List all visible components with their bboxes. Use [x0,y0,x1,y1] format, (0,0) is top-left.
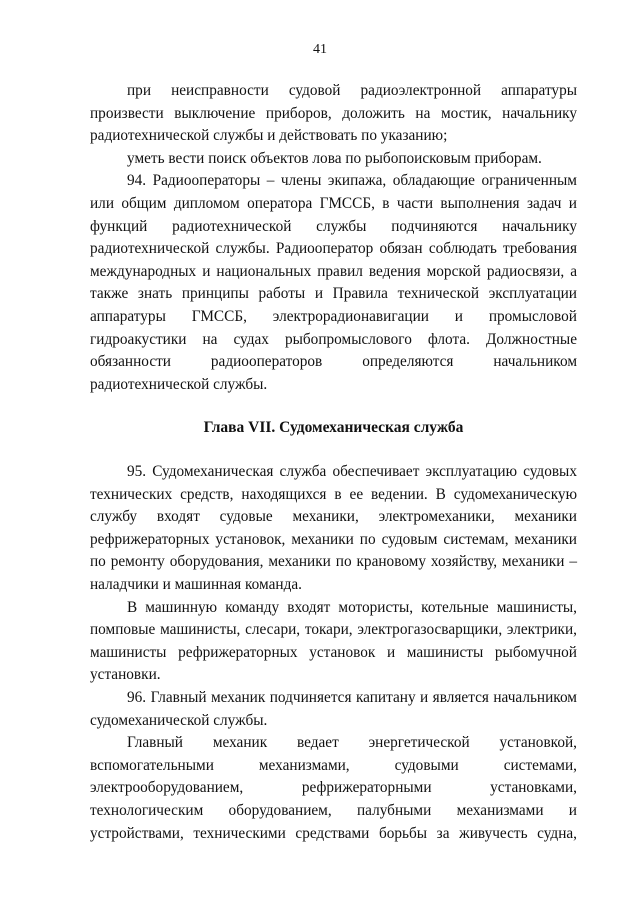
paragraph-engine-crew: В машинную команду входят мотористы, котельные машинисты, помповые машинисты, слесари, токари, электрогазосварщики, электрики, машинисты рефрижераторных установок и машинисты рыбомучной установки. [90,598,577,684]
paragraph-95-engineering-service: 95. Судомеханическая служба обеспечивает эксплуатацию судовых технических средств, находящихся в ее ведении. В судомеханическую службу входят судовые механики, электромеханики, механики рефрижераторных установок, механики по судовым системам, механики по ремонту оборудования, механики по крановому хозяйству, механики – наладчики и машинная команда. [90,463,577,593]
paragraph-96-chief-engineer: 96. Главный механик подчиняется капитану и является начальником судомеханической службы. [90,688,577,729]
text-block-bottom [90,461,577,845]
paragraph-94-radio-operators: 94. Радиооператоры – члены экипажа, обладающие ограниченным или общим дипломом оператора ГМССБ, в части выполнения задач и функций радиотехнической службы подчиняются начальнику радиотехнической службы. Радиооператор обязан соблюдать требования международных и национальных правил ведения морской радиосвязи, а также знать принципы работы и Правила технической эксплуатации аппаратуры ГМССБ, электрорадионавигации и промысловой гидроакустики на судах рыбопромыслового флота. Должностные обязанности радиооператоров определяются начальником радиотехнической службы. [90,172,577,393]
paragraph-chief-engineer-duties: Главный механик ведает энергетической установкой, вспомогательными механизмами, судовыми системами, электрооборудованием, рефрижераторными установками, технологическим оборудованием, палубными механизмами и устройствами, техническими средствами борьбы за живучесть судна, [90,734,577,842]
page-number: 41 [313,42,327,57]
paragraph-radio-fault: при неисправности судовой радиоэлектронной аппаратуры произвести выключение приборов, доложить на мостик, начальнику радиотехнической службы и действовать по указанию; [90,82,577,145]
chapter-heading: Глава VII. Судомеханическая служба [203,419,464,436]
paragraph-fish-search: уметь вести поиск объектов лова по рыбопоисковым приборам. [127,149,542,167]
text-block-top [90,80,577,396]
